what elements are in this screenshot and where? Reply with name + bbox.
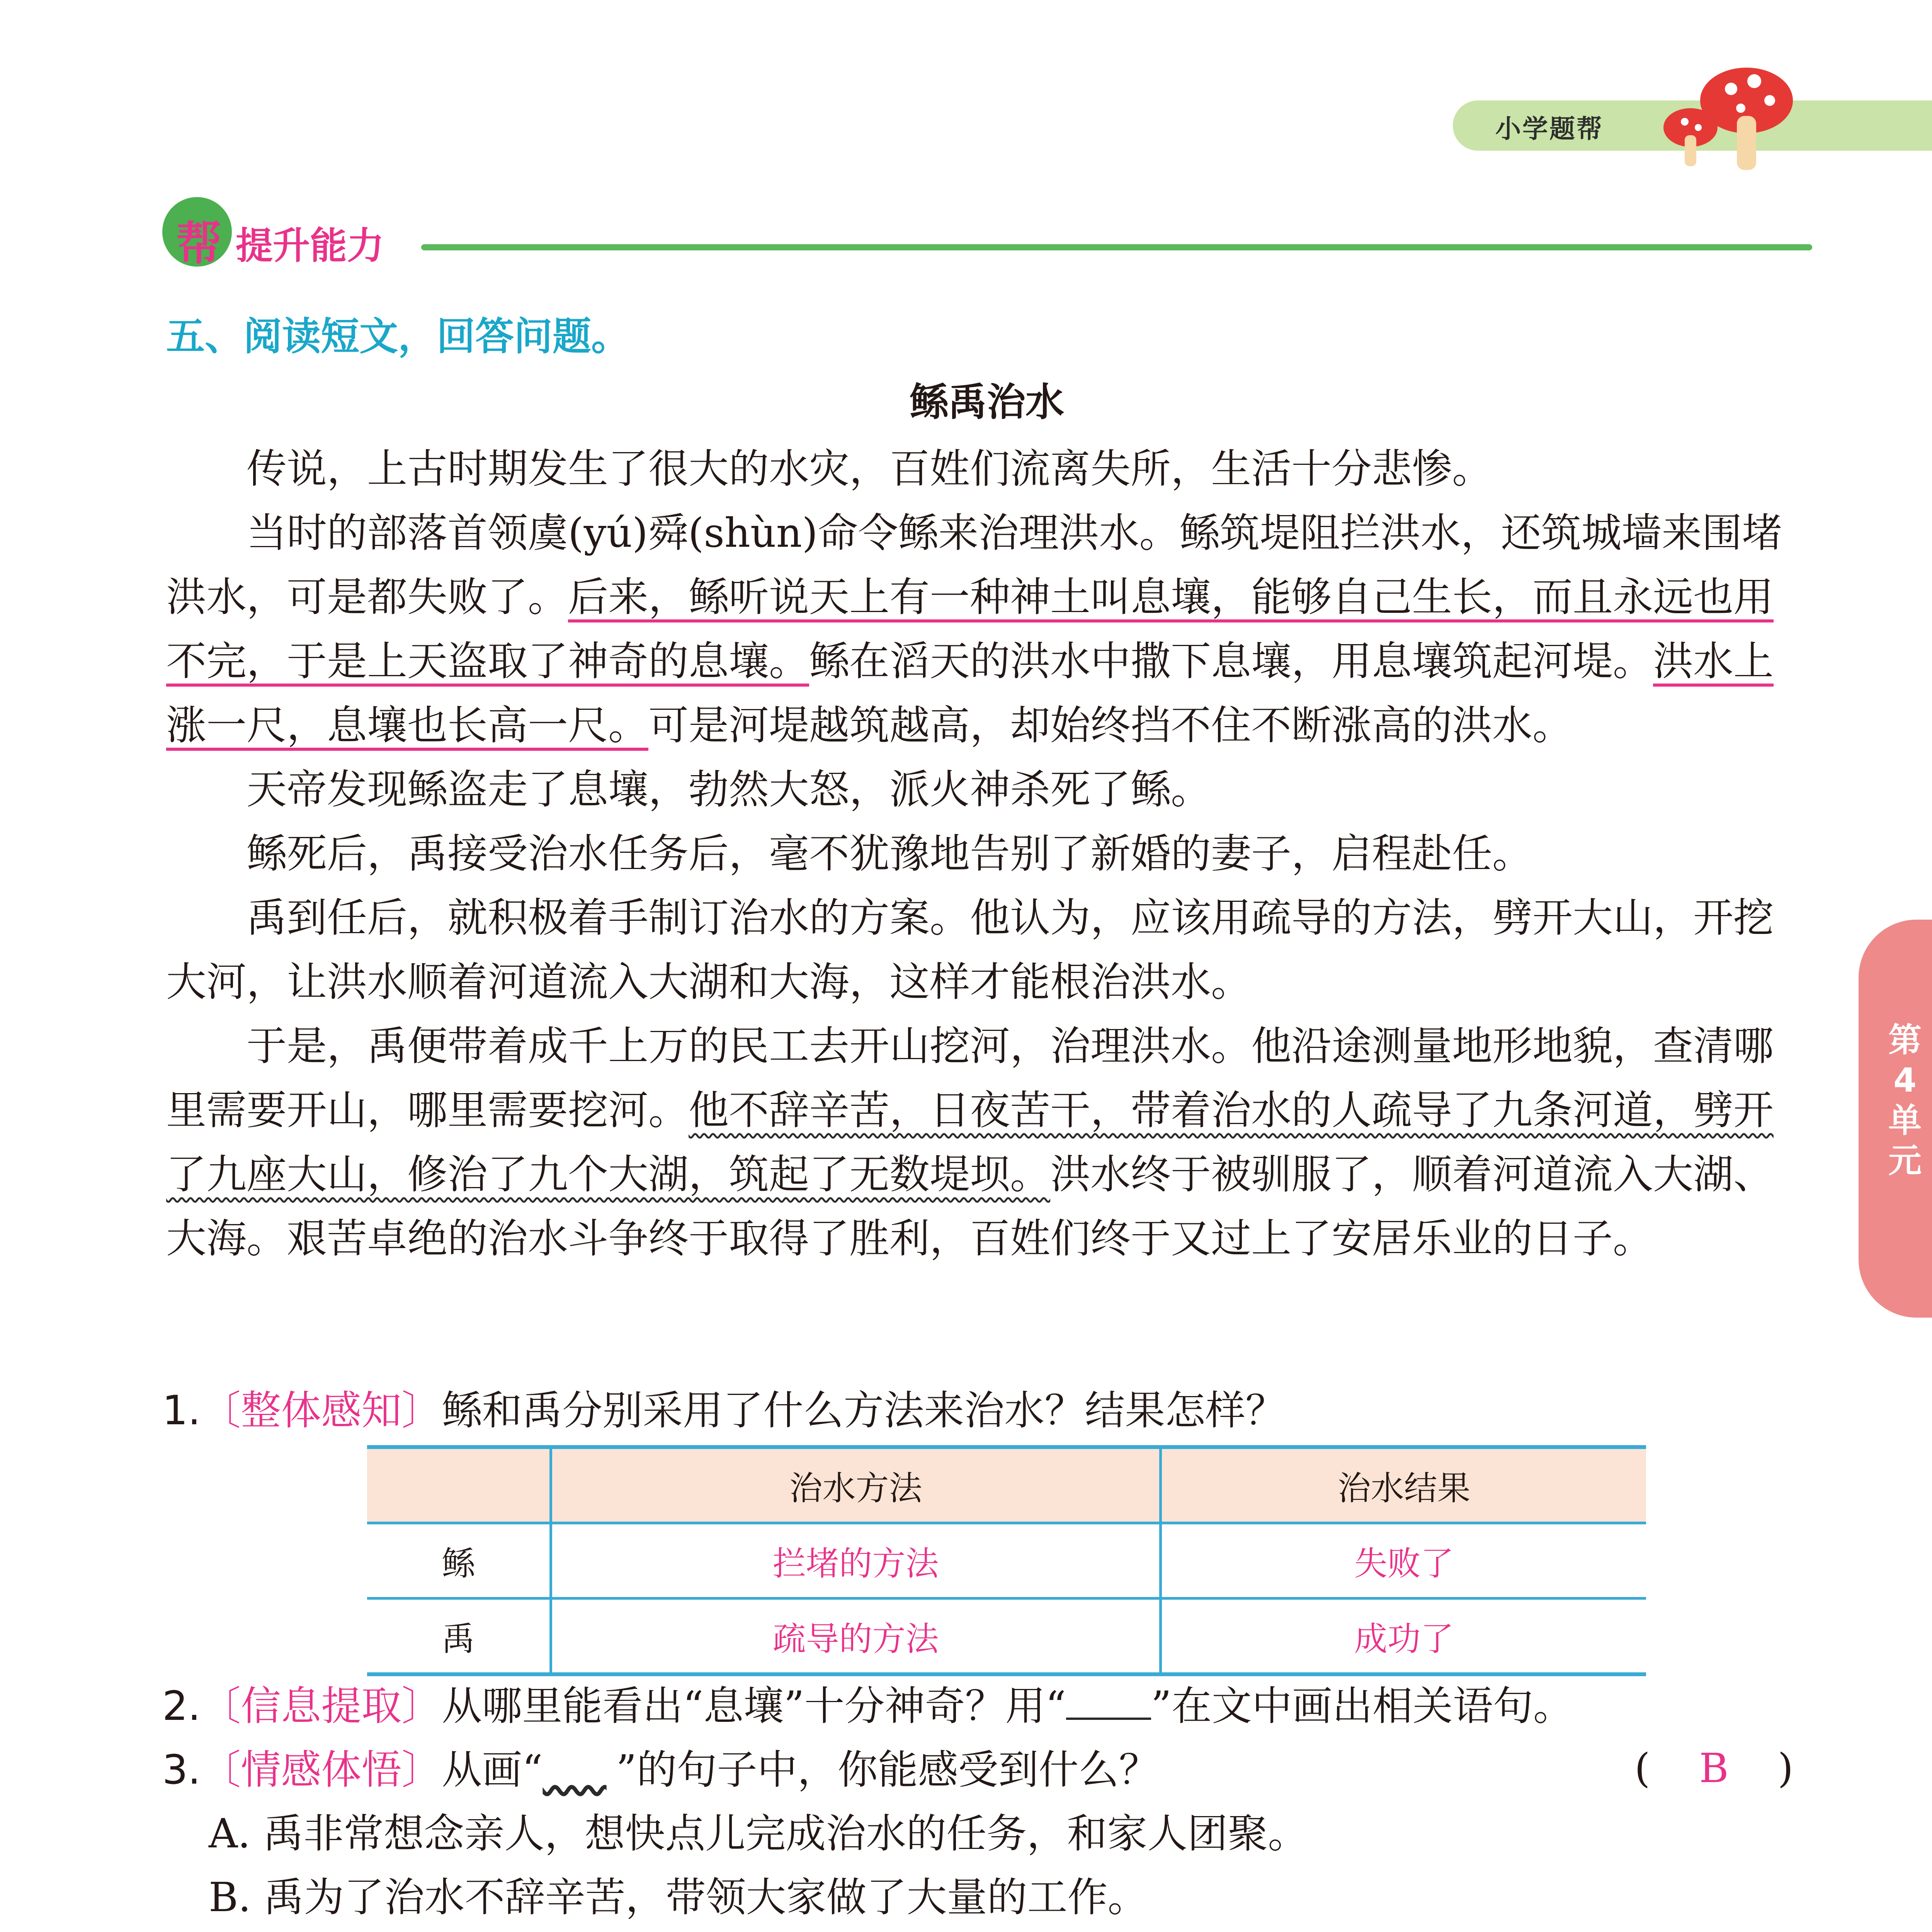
underlined-sentence: 后来，鲧听说天上有一种神土叫息壤，能够自己生长，而且永远也用不完，于是上天盗取了神奇的息壤。 [166,573,1774,685]
table-header-cell [367,1447,551,1523]
straight-line-sample [1066,1694,1151,1720]
table-header-cell: 治水方法 [551,1447,1161,1523]
story-paragraph: 鲧死后，禹接受治水任务后，毫不犹豫地告别了新婚的妻子，启程赴任。 [247,830,1533,877]
question-heading: 五、阅读短文，回答问题。 [166,314,630,359]
option-a: A. 禹非常想念亲人，想快点儿完成治水的任务，和家人团聚。 [209,1810,1308,1857]
mushroom-icon [1658,58,1797,174]
unit-side-tab-label: 第 4 单 元 [1888,1021,1922,1180]
wavy-line-sample: ​ [543,1746,607,1793]
question-2: 2.〔信息提取〕从哪里能看出“息壤”十分神奇？用“ ”在文中画出相关语句。 [162,1682,1573,1730]
table-header-row [367,1447,1646,1523]
table-header-cell: 治水结果 [1161,1447,1646,1523]
question-tag: 〔信息提取〕 [201,1682,442,1730]
table-cell: 疏导的方法 [551,1599,1161,1675]
question-tag: 〔整体感知〕 [201,1387,442,1434]
answer-table [367,1445,1646,1676]
table-cell: 鲧 [367,1523,551,1599]
option-b: B. 禹为了治水不辞辛苦，带领大家做了大量的工作。 [209,1874,1148,1921]
story-paragraph: 传说，上古时期发生了很大的水灾，百姓们流离失所，生活十分悲惨。 [247,445,1493,492]
story-body [166,437,1812,1270]
story-paragraph: 禹到任后，就积极着手制订治水的方案。他认为，应该用疏导的方法，劈开大山，开挖大河，让洪水顺着河道流入大湖和大海，这样才能根治洪水。 [166,894,1774,1005]
question-3: 3.〔情感体悟〕从画“​ ”的句子中，你能感受到什么？ [162,1745,1159,1795]
table-row [367,1599,1646,1675]
q3-answer-paren: ( B ) [1634,1745,1794,1792]
story-paragraph: 当时的部落首领虞(yú)舜(shùn)命令鲧来治理洪水。鲧筑堤阻拦洪水，还筑城墙来围堵洪水，可是都失败了。后来，鲧听说天上有一种神土叫息壤，能够自己生长，而且永远也用不完，于是上天盗取了神奇的息壤。鲧在滔天的洪水中撒下息壤，用息壤筑起河堤。洪水上涨一尺，息壤也长高一尺。可是河堤越筑越高，却始终挡不住不断涨高的洪水。 [166,509,1782,749]
header-tab-label: 小学题帮 [1495,114,1604,144]
q3-answer: B [1699,1745,1729,1792]
question-1: 1.〔整体感知〕鲧和禹分别采用了什么方法来治水？结果怎样？ [162,1387,1286,1434]
table-cell: 拦堵的方法 [551,1523,1161,1599]
underlined-sentence: 洪水上涨一尺，息壤也长高一尺。 [166,638,1774,749]
story-title: 鲧禹治水 [910,379,1064,425]
story-paragraph: 天帝发现鲧盗走了息壤，勃然大怒，派火神杀死了鲧。 [247,766,1211,813]
table-cell: 禹 [367,1599,551,1675]
table-row [367,1523,1646,1599]
story-paragraph: 于是，禹便带着成千上万的民工去开山挖河，治理洪水。他沿途测量地形地貌，查清哪里需要开山，哪里需要挖河。他不辞辛苦，日夜苦干，带着治水的人疏导了九条河道，劈开了九座大山，修治了九个大湖，筑起了无数堤坝。洪水终于被驯服了，顺着河道流入大湖、大海。艰苦卓绝的治水斗争终于取得了胜利，百姓们终于又过上了安居乐业的日子。 [166,1022,1774,1262]
section-title: 提升能力 [236,224,384,267]
table-cell: 失败了 [1161,1523,1646,1599]
section-divider [421,244,1812,250]
table-cell: 成功了 [1161,1599,1646,1675]
section-badge-char: 帮 [176,217,222,270]
question-tag: 〔情感体悟〕 [201,1746,442,1793]
wavy-underlined-sentence: 他不辞辛苦，日夜苦干，带着治水的人疏导了九条河道，劈开了九座大山，修治了九个大湖，筑起了无数堤坝。 [166,1087,1774,1198]
